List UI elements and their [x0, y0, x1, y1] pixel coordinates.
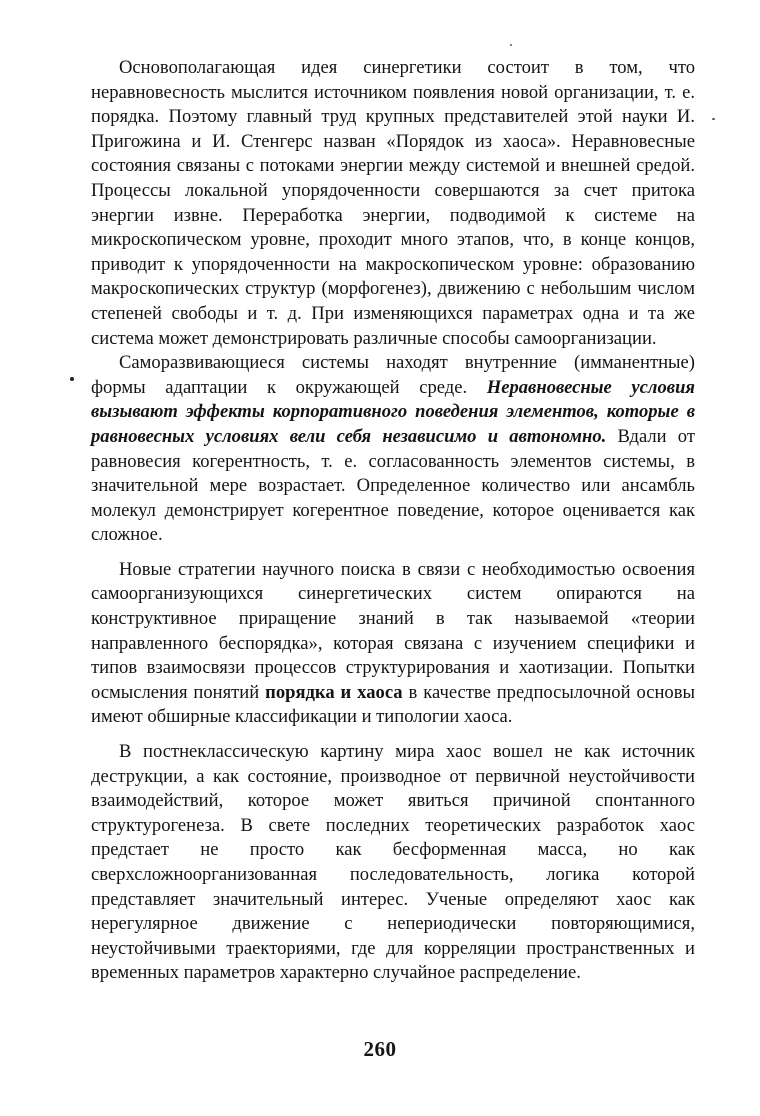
scan-speck — [712, 118, 715, 120]
paragraph-text: Новые стратегии научного поиска в связи с необходимостью освоения самоорганизующихся синергетических систем опираются на конструктивное приращение знаний в так называемой «теории направленного беспорядка», которая связана с изучением специфики и типов взаимосвязи процессов структурирования и хаотизации. Попытки осмысления понятий — [91, 558, 695, 703]
body-text — [91, 56, 695, 986]
scan-speck — [510, 44, 512, 46]
emphasized-statement: Неравновесные условия вызывают эффекты корпоративного поведения элементов, которые в равновесных условиях вели себя независимо и автономно. — [91, 376, 695, 447]
bullet-mark — [70, 377, 74, 381]
paragraph-synergetics-idea: Основополагающая идея синергетики состоит в том, что неравновесность мыслится источником появления новой организации, т. е. порядка. Поэтому главный труд крупных представителей этой науки И. Пригожина и И. Стенгерс назван «Порядок из хаоса». Неравновесные состояния связаны с потоками энергии между системой и внешней средой. Процессы локальной упорядоченности совершаются за счет притока энергии извне. Переработка энергии, подводимой к системе на микроскопическом уровне, проходит много этапов, что, в конце концов, приводит к упорядоченности на макроскопическом уровне: образованию макроскопических структур (морфогенез), движению с небольшим числом степеней свободы и т. д. При изменяющихся параметрах одна и та же система может демонстрировать различные способы самоорганизации. — [91, 57, 695, 349]
page-number: 260 — [363, 1037, 397, 1061]
bold-term: порядка и хаоса — [265, 681, 403, 703]
paragraph-text: Саморазвивающиеся системы находят внутренние (имманентные) формы адаптации к окружающей среде. — [91, 352, 695, 398]
paragraph-text: в качестве предпосылочной основы имеют обширные классификации и типологии хаоса. — [91, 681, 695, 728]
paragraph-new-strategies — [91, 558, 695, 730]
paragraph-self-developing-systems — [91, 351, 695, 548]
paragraph-chaos-worldview: В постнеклассическую картину мира хаос вошел не как источник деструкции, а как состояние, производное от первичной неустойчивости взаимодействий, которое может явиться причиной спонтанного структурогенеза. В свете последних теоретических разработок хаос предстает не просто как бесформенная масса, но как сверхсложноорганизованная последовательность, логика которой представляет значительный интерес. Ученые определяют хаос как нерегулярное движение с непериодически повторяющимися, неустойчивыми траекториями, где для корреляции пространственных и временных параметров характерно случайное распределение. — [91, 741, 695, 984]
paragraph-text: Вдали от равновесия когерентность, т. е. согласованность элементов системы, в значительной мере возрастает. Определенное количество или ансамбль молекул демонстрирует когерентное поведение, которое оценивается как сложное. — [91, 425, 695, 546]
